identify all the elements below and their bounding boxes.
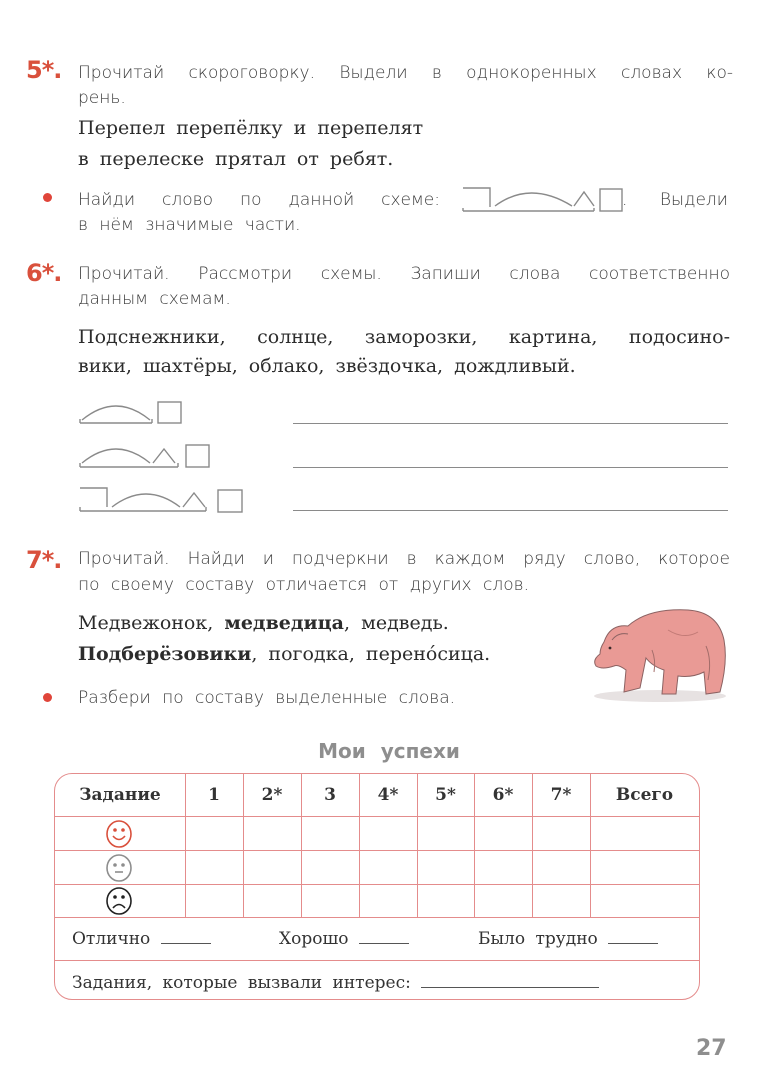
exercise-5-number: 5*. — [26, 56, 62, 84]
page-number: 27 — [696, 1036, 727, 1061]
exercise-5-task-line1-end: . Выдели — [622, 190, 728, 210]
word-row-1 — [78, 609, 449, 638]
word-row-2-word-3[interactable]: перено́сица. — [365, 643, 491, 665]
exercise-7-instruction-line2: по своему составу отличается от других слов. — [78, 575, 529, 595]
rating-good-blank[interactable] — [359, 943, 409, 944]
word-scheme-root-suffix-ending — [78, 441, 218, 471]
header-task-3: 3 — [324, 785, 336, 805]
rating-hard-blank[interactable] — [608, 943, 658, 944]
punctuation: , — [251, 643, 258, 665]
rating-good-label: Хорошо — [279, 929, 349, 949]
bullet-icon — [43, 193, 52, 202]
header-total: Всего — [615, 785, 674, 805]
header-task-7: 7* — [550, 785, 572, 805]
punctuation: , — [343, 612, 351, 634]
word-row-1-word-2-highlighted[interactable]: медведица — [224, 612, 344, 634]
exercise-7-instruction-line1: Прочитай. Найди и подчеркни в каждом ряду слово, которое — [78, 549, 730, 569]
word-row-2-word-1-highlighted[interactable]: Подберёзовики — [78, 643, 252, 665]
ending-mark-icon — [186, 445, 209, 467]
exercise-6-instruction-line2: данным схемам. — [78, 289, 231, 309]
smiley-sad-icon — [104, 886, 134, 921]
root-mark-icon — [82, 449, 150, 463]
suffix-mark-icon — [183, 493, 205, 507]
word-list-line1: Подснежники, солнце, заморозки, картина, подосино- — [78, 326, 730, 348]
word-list-line2: вики, шахтёры, облако, звёздочка, дождливый. — [78, 355, 576, 377]
progress-table — [54, 773, 700, 1000]
word-scheme-prefix-root-suffix-ending — [78, 485, 248, 515]
answer-line-3[interactable] — [293, 510, 728, 511]
bear-illustration — [588, 600, 733, 713]
interest-label: Задания, которые вызвали интерес: — [72, 973, 411, 993]
progress-title: Мои успехи — [318, 739, 460, 763]
rating-excellent-blank[interactable] — [161, 943, 211, 944]
interest-row — [72, 973, 599, 993]
word-row-1-word-1[interactable]: Медвежонок, — [78, 612, 214, 634]
answer-line-2[interactable] — [293, 467, 728, 468]
smiley-neutral-icon — [104, 853, 134, 888]
ending-mark-icon — [600, 189, 622, 211]
interest-blank[interactable] — [421, 987, 599, 988]
header-task-1: 1 — [208, 785, 220, 805]
rating-good — [279, 929, 409, 949]
rating-excellent — [72, 929, 211, 949]
rating-hard — [478, 929, 658, 949]
exercise-5-instruction-line1: Прочитай скороговорку. Выдели в однокоренных словах ко- — [78, 63, 733, 83]
rating-hard-label: Было трудно — [478, 929, 598, 949]
root-mark-icon — [82, 406, 150, 420]
exercise-6-instruction-line1: Прочитай. Рассмотри схемы. Запиши слова соответственно — [78, 264, 730, 284]
answer-line-1[interactable] — [293, 423, 728, 424]
ending-mark-icon — [218, 490, 242, 512]
suffix-mark-icon — [153, 449, 175, 463]
exercise-5-task-line2: в нём значимые части. — [78, 215, 301, 235]
root-mark-icon — [495, 193, 572, 206]
bullet-icon — [43, 693, 52, 702]
exercise-6-number: 6*. — [26, 259, 62, 287]
word-scheme-prefix-root-suffix-ending — [460, 184, 632, 214]
header-task-2: 2* — [261, 785, 283, 805]
prefix-mark-icon — [463, 188, 490, 207]
word-row-1-word-3[interactable]: медведь. — [361, 612, 449, 634]
header-task-4: 4* — [377, 785, 399, 805]
rating-excellent-label: Отлично — [72, 929, 151, 949]
exercise-5-instruction-line2: рень. — [78, 88, 126, 108]
word-scheme-root-ending — [78, 398, 188, 426]
header-task-5: 5* — [435, 785, 456, 805]
ending-mark-icon — [158, 402, 181, 423]
header-task: Задание — [79, 785, 161, 805]
suffix-mark-icon — [574, 192, 594, 206]
exercise-5-task-line1: Найди слово по данной схеме: — [78, 190, 440, 210]
smiley-happy-icon — [104, 819, 134, 854]
prefix-mark-icon — [80, 488, 107, 507]
tongue-twister-line1: Перепел перепёлку и перепелят — [78, 117, 424, 139]
word-row-2-word-2[interactable]: погодка, — [268, 643, 355, 665]
exercise-7-task: Разбери по составу выделенные слова. — [78, 688, 456, 708]
word-row-2 — [78, 640, 490, 669]
header-task-6: 6* — [492, 785, 514, 805]
exercise-7-number: 7*. — [26, 546, 62, 574]
tongue-twister-line2: в перелеске прятал от ребят. — [78, 148, 394, 170]
root-mark-icon — [112, 494, 180, 507]
